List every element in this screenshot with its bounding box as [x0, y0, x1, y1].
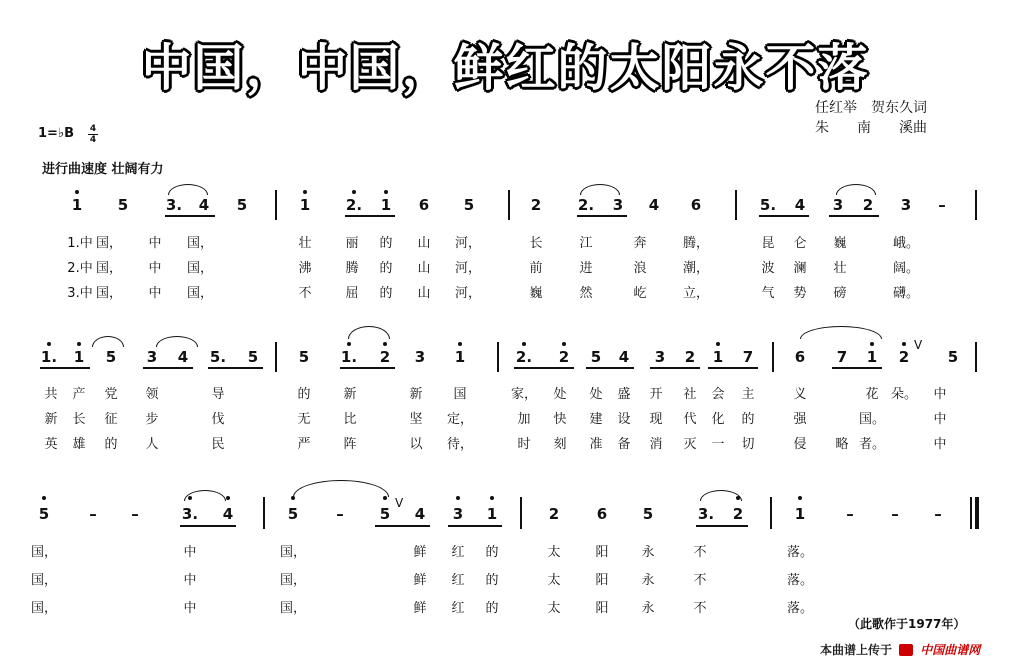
note: 6 — [418, 196, 430, 214]
lyric-syllable: 永 — [641, 601, 655, 616]
lyric-syllable: 人 — [145, 437, 159, 452]
rhythm-underline — [829, 215, 879, 217]
note: 3. — [697, 505, 715, 523]
lyric-syllable: 准 — [589, 437, 603, 452]
lyric-syllable: 永 — [641, 545, 655, 560]
rhythm-underline — [180, 525, 236, 527]
rhythm-underline — [448, 525, 502, 527]
song-title: 中国，中国，鲜红的太阳永不落 — [141, 39, 870, 97]
lyric-syllable: 的 — [297, 387, 311, 402]
note: 1 — [71, 196, 83, 214]
note: 2 — [530, 196, 542, 214]
lyric-syllable: 党 — [104, 387, 118, 402]
rhythm-underline — [40, 367, 90, 369]
lyric-syllable: 1.中 — [67, 236, 93, 251]
lyric-syllable: 代 — [683, 412, 697, 427]
rhythm-underline — [514, 367, 574, 369]
lyric-syllable: 河， — [454, 236, 481, 251]
lyric-syllable: 沸 — [298, 261, 312, 276]
lyric-syllable: 国， — [30, 601, 57, 616]
octave-dot — [458, 342, 462, 346]
slur — [92, 336, 124, 347]
octave-dot — [490, 496, 494, 500]
lyric-syllable: 鲜 — [413, 545, 427, 560]
note: 3 — [832, 196, 844, 214]
octave-dot — [522, 342, 526, 346]
note: – — [89, 505, 97, 523]
lyric-syllable: 坚 — [409, 412, 423, 427]
lyric-syllable: 新 — [409, 387, 423, 402]
note: 5 — [287, 505, 299, 523]
lyric-syllable: 步 — [145, 412, 159, 427]
lyric-syllable: 的 — [379, 236, 393, 251]
note: 5 — [590, 348, 602, 366]
lyric-syllable: 长 — [72, 412, 86, 427]
note: 5 — [463, 196, 475, 214]
lyric-syllable: 设 — [617, 412, 631, 427]
rhythm-underline — [340, 367, 395, 369]
barline — [497, 342, 499, 372]
lyric-syllable: 征 — [104, 412, 118, 427]
lyric-syllable: 开 — [649, 387, 663, 402]
lyric-syllable: 中 — [148, 286, 162, 301]
lyric-syllable: 昆 — [761, 236, 775, 251]
note: 5 — [379, 505, 391, 523]
lyric-syllable: 国， — [279, 573, 306, 588]
time-signature — [88, 124, 98, 145]
note: 4 — [794, 196, 806, 214]
rhythm-underline — [650, 367, 700, 369]
lyric-syllable: 中 — [183, 545, 197, 560]
note: 3. — [181, 505, 199, 523]
lyric-syllable: 的 — [379, 261, 393, 276]
slur — [836, 184, 876, 195]
lyric-syllable: 盛 — [617, 387, 631, 402]
octave-dot — [736, 496, 740, 500]
octave-dot — [75, 190, 79, 194]
lyric-syllable: 中 — [183, 601, 197, 616]
lyric-syllable: 阔。 — [892, 261, 919, 276]
note: 5 — [298, 348, 310, 366]
lyric-syllable: 阳 — [595, 545, 609, 560]
note: 2. — [577, 196, 595, 214]
lyric-syllable: 略 — [835, 437, 849, 452]
breath-mark: V — [395, 496, 404, 510]
note: 1 — [73, 348, 85, 366]
tempo-marking: 进行曲速度 壮阔有力 — [42, 162, 164, 177]
lyric-syllable: 比 — [343, 412, 357, 427]
lyric-syllable: 不 — [693, 573, 707, 588]
lyric-syllable: 国 — [453, 387, 467, 402]
lyric-syllable: 的 — [485, 545, 499, 560]
note: 4 — [222, 505, 234, 523]
lyric-syllable: 化 — [711, 412, 725, 427]
lyric-syllable: 波 — [761, 261, 775, 276]
lyric-syllable: 山 — [417, 236, 431, 251]
lyric-syllable: 落。 — [786, 545, 813, 560]
lyric-syllable: 不 — [693, 545, 707, 560]
lyric-syllable: 处 — [589, 387, 603, 402]
note: 5 — [38, 505, 50, 523]
lyric-syllable: 屈 — [345, 286, 359, 301]
octave-dot — [347, 342, 351, 346]
lyric-syllable: 浪 — [633, 261, 647, 276]
barline — [770, 497, 772, 529]
lyric-syllable: 国。 — [858, 412, 885, 427]
lyric-syllable: 国， — [95, 261, 122, 276]
barline — [975, 342, 977, 372]
lyric-syllable: 灭 — [683, 437, 697, 452]
lyric-syllable: 红 — [451, 545, 465, 560]
rhythm-underline — [586, 367, 634, 369]
lyric-syllable: 的 — [485, 601, 499, 616]
lyric-syllable: 国， — [186, 261, 213, 276]
note: 5 — [236, 196, 248, 214]
octave-dot — [383, 342, 387, 346]
source-credit — [820, 639, 980, 658]
note: 1 — [486, 505, 498, 523]
lyric-syllable: 红 — [451, 573, 465, 588]
lyric-syllable: 永 — [641, 573, 655, 588]
lyric-syllable: 不 — [298, 286, 312, 301]
note: 3 — [452, 505, 464, 523]
lyric-syllable: 备 — [617, 437, 631, 452]
lyric-syllable: 严 — [297, 437, 311, 452]
lyric-syllable: 共 — [44, 387, 58, 402]
lyric-syllable: 立， — [682, 286, 709, 301]
note: 5 — [642, 505, 654, 523]
octave-dot — [352, 190, 356, 194]
note: 4 — [618, 348, 630, 366]
lyric-syllable: 腾 — [345, 261, 359, 276]
lyric-syllable: 建 — [589, 412, 603, 427]
lyric-syllable: 气 — [761, 286, 775, 301]
lyric-syllable: 澜 — [793, 261, 807, 276]
source-brand: 中国曲谱网 — [920, 643, 981, 657]
barline — [275, 342, 277, 372]
lyric-syllable: 礴。 — [892, 286, 919, 301]
lyric-syllable: 中 — [933, 387, 947, 402]
lyric-syllable: 国， — [186, 286, 213, 301]
lyric-syllable: 加 — [517, 412, 531, 427]
lyric-syllable: 新 — [343, 387, 357, 402]
lyric-syllable: 导 — [211, 387, 225, 402]
barline — [275, 190, 277, 220]
lyric-syllable: 处 — [553, 387, 567, 402]
note: – — [131, 505, 139, 523]
lyric-syllable: 中 — [148, 236, 162, 251]
note: 3 — [612, 196, 624, 214]
note: 5 — [105, 348, 117, 366]
lyric-syllable: 落。 — [786, 573, 813, 588]
note: 5 — [117, 196, 129, 214]
lyric-syllable: 壮 — [298, 236, 312, 251]
lyric-syllable: 民 — [211, 437, 225, 452]
lyric-syllable: 磅 — [833, 286, 847, 301]
slur — [293, 480, 389, 497]
lyric-syllable: 国， — [95, 286, 122, 301]
note: – — [891, 505, 899, 523]
lyric-syllable: 英 — [44, 437, 58, 452]
time-signature-bottom: 4 — [89, 135, 97, 145]
slur — [348, 326, 390, 339]
lyric-syllable: 国， — [95, 236, 122, 251]
lyric-syllable: 奔 — [633, 236, 647, 251]
lyric-syllable: 太 — [547, 545, 561, 560]
note: 1 — [454, 348, 466, 366]
octave-dot — [383, 496, 387, 500]
note: 2 — [379, 348, 391, 366]
time-signature-top: 4 — [89, 124, 97, 134]
note: 3 — [654, 348, 666, 366]
note: 5 — [947, 348, 959, 366]
note: – — [938, 196, 946, 214]
lyric-syllable: 前 — [529, 261, 543, 276]
lyric-syllable: 快 — [553, 412, 567, 427]
octave-dot — [456, 496, 460, 500]
lyric-syllable: 朵。 — [890, 387, 917, 402]
lyric-syllable: 巍 — [833, 236, 847, 251]
lyric-syllable: 落。 — [786, 601, 813, 616]
lyric-syllable: 阳 — [595, 601, 609, 616]
lyric-syllable: 巍 — [529, 286, 543, 301]
lyric-syllable: 国， — [279, 545, 306, 560]
lyric-syllable: 国， — [186, 236, 213, 251]
lyric-syllable: 河， — [454, 286, 481, 301]
lyric-syllable: 现 — [649, 412, 663, 427]
lyric-syllable: 丽 — [345, 236, 359, 251]
lyric-syllable: 的 — [379, 286, 393, 301]
slur — [168, 184, 208, 195]
composer-credit: 朱 南 溪曲 — [815, 120, 927, 136]
breath-mark: V — [914, 338, 923, 352]
note: 2. — [515, 348, 533, 366]
rhythm-underline — [708, 367, 758, 369]
rhythm-underline — [208, 367, 263, 369]
lyric-syllable: 中 — [148, 261, 162, 276]
lyric-syllable: 消 — [649, 437, 663, 452]
lyric-syllable: 进 — [579, 261, 593, 276]
barline — [772, 342, 774, 372]
lyric-syllable: 雄 — [72, 437, 86, 452]
note: 1 — [380, 196, 392, 214]
lyric-syllable: 腾， — [682, 236, 709, 251]
note: 3 — [146, 348, 158, 366]
octave-dot — [291, 496, 295, 500]
lyric-syllable: 社 — [683, 387, 697, 402]
lyric-syllable: 主 — [741, 387, 755, 402]
rhythm-underline — [696, 525, 748, 527]
final-barline-thick — [975, 497, 979, 529]
lyric-syllable: 阳 — [595, 573, 609, 588]
octave-dot — [188, 496, 192, 500]
lyric-syllable: 强 — [793, 412, 807, 427]
note: 5. — [759, 196, 777, 214]
octave-dot — [716, 342, 720, 346]
note: 6 — [794, 348, 806, 366]
lyric-syllable: 刻 — [553, 437, 567, 452]
lyric-syllable: 中 — [933, 412, 947, 427]
note: 7 — [742, 348, 754, 366]
lyric-syllable: 屹 — [633, 286, 647, 301]
note: 2 — [684, 348, 696, 366]
note: 3. — [165, 196, 183, 214]
lyric-syllable: 义 — [793, 387, 807, 402]
note: 2 — [548, 505, 560, 523]
note: – — [934, 505, 942, 523]
lyric-syllable: 峨。 — [892, 236, 919, 251]
lyric-syllable: 以 — [409, 437, 423, 452]
lyric-syllable: 产 — [72, 387, 86, 402]
octave-dot — [303, 190, 307, 194]
composition-footnote: （此歌作于1977年） — [848, 617, 966, 631]
lyric-syllable: 2.中 — [67, 261, 93, 276]
lyric-syllable: 的 — [485, 573, 499, 588]
lyric-syllable: 势 — [793, 286, 807, 301]
lyric-syllable: 者。 — [858, 437, 885, 452]
lyric-syllable: 定， — [446, 412, 473, 427]
note: 6 — [690, 196, 702, 214]
barline — [520, 497, 522, 529]
lyric-syllable: 山 — [417, 261, 431, 276]
note: 2 — [862, 196, 874, 214]
rhythm-underline — [759, 215, 809, 217]
note: 2 — [558, 348, 570, 366]
rhythm-underline — [143, 367, 193, 369]
octave-dot — [870, 342, 874, 346]
note: 7 — [836, 348, 848, 366]
lyricists-credit: 任红举 贺东久词 — [815, 100, 927, 116]
lyric-syllable: 壮 — [833, 261, 847, 276]
slur — [580, 184, 620, 195]
octave-dot — [77, 342, 81, 346]
slur — [800, 326, 882, 339]
octave-dot — [47, 342, 51, 346]
lyric-syllable: 仑 — [793, 236, 807, 251]
music-note-logo-icon — [899, 644, 913, 656]
barline — [508, 190, 510, 220]
lyric-syllable: 待， — [446, 437, 473, 452]
note: 1. — [40, 348, 58, 366]
octave-dot — [226, 496, 230, 500]
lyric-syllable: 中 — [183, 573, 197, 588]
lyric-syllable: 3.中 — [67, 286, 93, 301]
lyric-syllable: 花 — [865, 387, 879, 402]
rhythm-underline — [165, 215, 215, 217]
note: 5 — [247, 348, 259, 366]
lyric-syllable: 伐 — [211, 412, 225, 427]
note: 1 — [299, 196, 311, 214]
note: – — [336, 505, 344, 523]
lyric-syllable: 然 — [579, 286, 593, 301]
lyric-syllable: 江 — [579, 236, 593, 251]
octave-dot — [42, 496, 46, 500]
rhythm-underline — [832, 367, 882, 369]
lyric-syllable: 侵 — [793, 437, 807, 452]
lyric-syllable: 红 — [451, 601, 465, 616]
octave-dot — [562, 342, 566, 346]
note: 5. — [209, 348, 227, 366]
note: 2 — [732, 505, 744, 523]
lyric-syllable: 无 — [297, 412, 311, 427]
lyric-syllable: 鲜 — [413, 601, 427, 616]
note: 2. — [345, 196, 363, 214]
note: – — [846, 505, 854, 523]
lyric-syllable: 新 — [44, 412, 58, 427]
barline — [975, 190, 977, 220]
octave-dot — [902, 342, 906, 346]
rhythm-underline — [577, 215, 627, 217]
note: 4 — [648, 196, 660, 214]
lyric-syllable: 一 — [711, 437, 725, 452]
final-barline-thin — [970, 497, 972, 529]
barline — [735, 190, 737, 220]
note: 1 — [866, 348, 878, 366]
lyric-syllable: 国， — [30, 573, 57, 588]
note: 4 — [177, 348, 189, 366]
lyric-syllable: 山 — [417, 286, 431, 301]
lyric-syllable: 切 — [741, 437, 755, 452]
lyric-syllable: 中 — [933, 437, 947, 452]
lyric-syllable: 的 — [104, 437, 118, 452]
note: 4 — [414, 505, 426, 523]
lyric-syllable: 家， — [510, 387, 537, 402]
lyric-syllable: 国， — [279, 601, 306, 616]
lyric-syllable: 阵 — [343, 437, 357, 452]
note: 1 — [712, 348, 724, 366]
lyric-syllable: 时 — [517, 437, 531, 452]
rhythm-underline — [345, 215, 395, 217]
lyric-syllable: 国， — [30, 545, 57, 560]
note: 3 — [900, 196, 912, 214]
note: 2 — [898, 348, 910, 366]
octave-dot — [798, 496, 802, 500]
key-signature: 1=♭B — [38, 126, 74, 141]
note: 1 — [794, 505, 806, 523]
barline — [263, 497, 265, 529]
lyric-syllable: 领 — [145, 387, 159, 402]
lyric-syllable: 的 — [741, 412, 755, 427]
rhythm-underline — [375, 525, 430, 527]
octave-dot — [384, 190, 388, 194]
note: 1. — [340, 348, 358, 366]
note: 6 — [596, 505, 608, 523]
note: 4 — [198, 196, 210, 214]
lyric-syllable: 鲜 — [413, 573, 427, 588]
slur — [156, 336, 198, 347]
lyric-syllable: 潮， — [682, 261, 709, 276]
lyric-syllable: 不 — [693, 601, 707, 616]
lyric-syllable: 太 — [547, 573, 561, 588]
lyric-syllable: 长 — [529, 236, 543, 251]
lyric-syllable: 河， — [454, 261, 481, 276]
lyric-syllable: 太 — [547, 601, 561, 616]
note: 3 — [414, 348, 426, 366]
source-prefix: 本曲谱上传于 — [820, 643, 893, 657]
lyric-syllable: 会 — [711, 387, 725, 402]
